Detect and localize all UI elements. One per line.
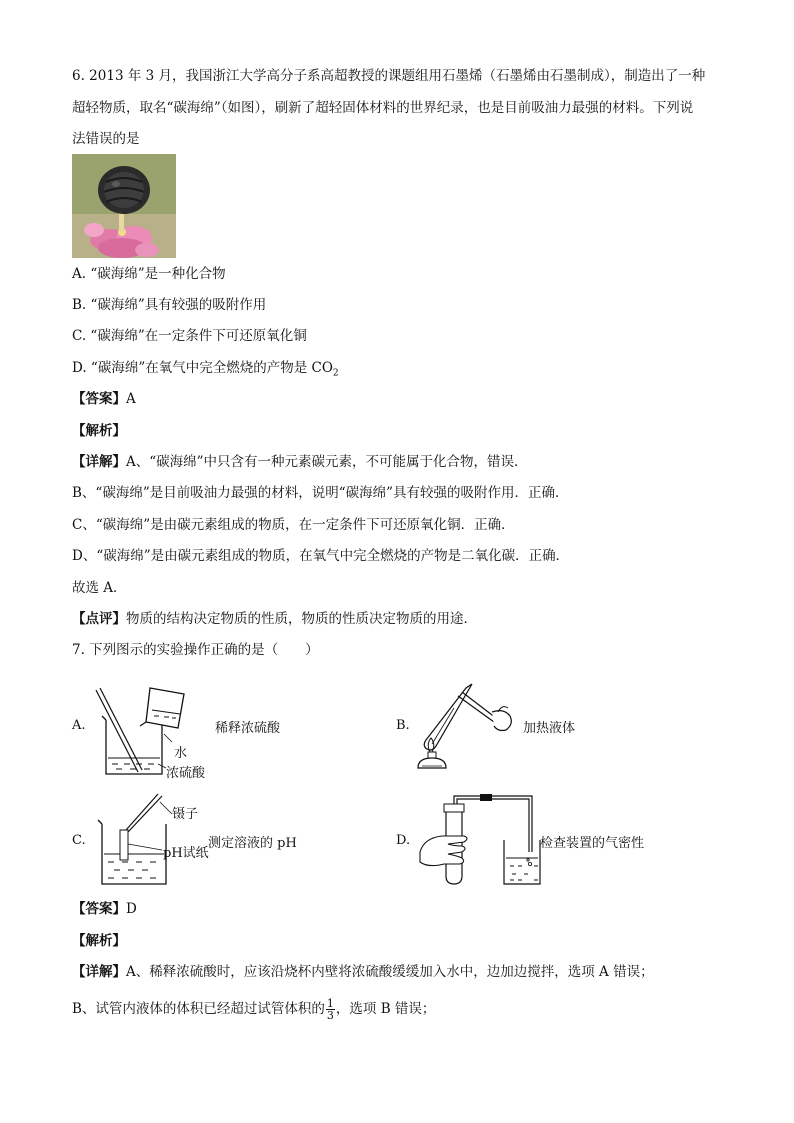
q7-answer-label: 【答案】 xyxy=(72,901,126,917)
fig-a-acid-label: 浓硫酸 xyxy=(166,766,206,781)
q7-detail-a xyxy=(72,962,654,982)
fraction-numerator: 1 xyxy=(326,997,334,1010)
q7-answer xyxy=(72,899,137,919)
fig-d-caption: 检查装置的气密性 xyxy=(540,836,645,851)
q6-analysis-label xyxy=(72,421,126,441)
q6-option-d-subscript: 2 xyxy=(332,368,339,379)
q6-option-a: A. “碳海绵”是一种化合物 xyxy=(72,266,226,282)
q6-stem-line-1: 6. 2013 年 3 月，我国浙江大学高分子系高超教授的课题组用石墨烯（石墨烯由石墨制成），制造出了一种 xyxy=(72,68,706,84)
fig-b-caption: 加热液体 xyxy=(523,721,576,736)
q7-analysis-label xyxy=(72,931,126,951)
q6-detail-3: C、“碳海绵”是由碳元素组成的物质，在一定条件下可还原氧化铜．正确． xyxy=(72,517,515,533)
carbon-sponge-photo xyxy=(72,154,176,258)
q6-detail-4: D、“碳海绵”是由碳元素组成的物质，在氧气中完全燃烧的产物是二氧化碳．正确． xyxy=(72,548,570,564)
fig-a-caption: 稀释浓硫酸 xyxy=(215,721,281,736)
q7-stem: 7. 下列图示的实验操作正确的是（ ） xyxy=(72,642,319,658)
fig-c-caption: 测定溶液的 pH xyxy=(208,836,297,851)
q7-detail-a-text: A、稀释浓硫酸时，应该沿烧杯内壁将浓硫酸缓缓加入水中，边加边搅拌，选项 A 错误； xyxy=(126,964,654,980)
q6-answer xyxy=(72,389,136,409)
fig-c-paper-label: pH试纸 xyxy=(163,846,209,861)
q7-analysis-heading: 【解析】 xyxy=(72,933,126,949)
q7-detail-label: 【详解】 xyxy=(72,964,126,980)
q6-comment-label: 【点评】 xyxy=(72,611,126,627)
q7-answer-value: D xyxy=(126,901,137,917)
q6-analysis-heading: 【解析】 xyxy=(72,423,126,439)
fig-c-letter: C. xyxy=(72,833,86,848)
q6-answer-value: A xyxy=(126,391,136,407)
q6-option-d-text: D. “碳海绵”在氧气中完全燃烧的产物是 CO xyxy=(72,360,333,376)
q7-detail-b-fraction xyxy=(326,998,335,1021)
q6-option-c: C. “碳海绵”在一定条件下可还原氧化铜 xyxy=(72,328,307,344)
q6-comment xyxy=(72,609,477,629)
q6-detail-2: B、“碳海绵”是目前吸油力最强的材料，说明“碳海绵”具有较强的吸附作用．正确． xyxy=(72,485,569,501)
fig-d-diagram xyxy=(414,792,544,892)
q6-option-b: B. “碳海绵”具有较强的吸附作用 xyxy=(72,297,267,313)
fig-d-letter: D. xyxy=(396,833,411,848)
q6-detail-label: 【详解】 xyxy=(72,454,126,470)
fig-b-letter: B. xyxy=(396,718,410,733)
fraction-denominator: 3 xyxy=(326,1009,334,1022)
q7-detail-b xyxy=(72,996,435,1022)
q6-detail-1 xyxy=(72,452,528,472)
q7-detail-b-prefix: B、试管内液体的体积已经超过试管体积的 xyxy=(72,1001,325,1017)
fig-a-letter: A. xyxy=(72,718,86,733)
fig-a-water-label: 水 xyxy=(174,746,188,761)
q7-detail-b-suffix: ，选项 B 错误； xyxy=(335,1001,436,1017)
fig-c-tweezers-label: 镊子 xyxy=(172,807,199,822)
fig-b-diagram xyxy=(414,682,524,780)
q6-detail-1-text: A、“碳海绵”中只含有一种元素碳元素，不可能属于化合物，错误． xyxy=(126,454,528,470)
q6-stem-line-3: 法错误的是 xyxy=(72,131,140,147)
q6-option-d xyxy=(72,358,339,384)
q6-conclusion: 故选 A． xyxy=(72,580,127,596)
q6-comment-text: 物质的结构决定物质的性质，物质的性质决定物质的用途． xyxy=(126,611,477,627)
q6-answer-label: 【答案】 xyxy=(72,391,126,407)
q6-stem-line-2: 超轻物质，取名“碳海绵”（如图），刷新了超轻固体材料的世界纪录，也是目前吸油力最强的材料。下列说 xyxy=(72,100,694,116)
